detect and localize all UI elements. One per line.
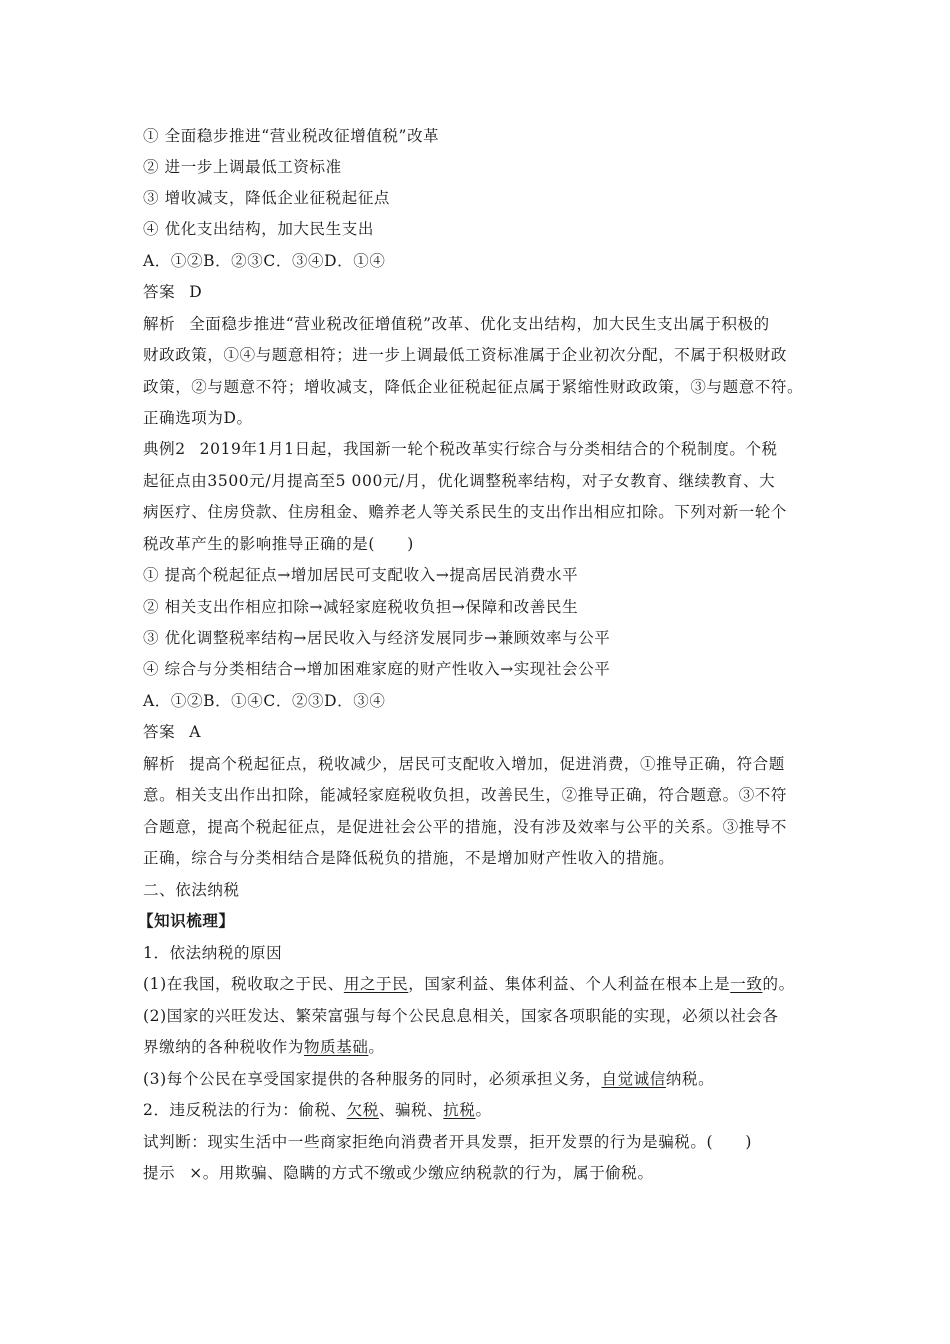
item2-underline-a: 欠税: [346, 1101, 379, 1119]
q2-analysis-text-1: 提高个税起征点，税收减少，居民可支配收入增加，促进消费，①推导正确，符合题: [189, 755, 785, 773]
q2-option-3: ③ 优化调整税率结构→居民收入与经济发展同步→兼顾效率与公平: [143, 629, 611, 647]
hint: [143, 1162, 823, 1184]
reason-1-underline-b: 一致: [730, 975, 763, 993]
q2-stem-line-1: [143, 438, 823, 460]
section-title: 二、依法纳税: [143, 881, 240, 899]
q2-answer-label: 答案: [143, 723, 176, 741]
reason-1-underline-a: 用之于民: [343, 975, 409, 993]
item2-text-c: 。: [475, 1101, 492, 1119]
q2-label: 典例2: [143, 440, 186, 458]
q2-stem-line-4: 税改革产生的影响推导正确的是( ): [143, 535, 414, 553]
q2-option-4: ④ 综合与分类相结合→增加困难家庭的财产性收入→实现社会公平: [143, 660, 611, 678]
reason-paragraph-2-line-1: (2)国家的兴旺发达、繁荣富强与每个公民息息相关，国家各项职能的实现，必须以社会各: [143, 1007, 779, 1025]
q1-analysis-line-3: 政策，②与题意不符；增收减支，降低企业征税起征点属于紧缩性财政政策，③与题意不符。: [143, 378, 804, 396]
q1-analysis-line-4: 正确选项为D。: [143, 409, 253, 427]
q1-analysis-label: 解析: [143, 315, 176, 333]
item2-underline-b: 抗税: [443, 1101, 476, 1119]
item2-text-b: 、骗税、: [378, 1101, 444, 1119]
reason-2-underline-a: 物质基础: [304, 1038, 369, 1056]
knowledge-header: 【知识梳理】: [138, 911, 235, 930]
q2-analysis-line-2: 意。相关支出作出扣除，能减轻家庭税收负担，改善民生，②推导正确，符合题意。③不符: [143, 786, 788, 804]
reason-3-text-b: 纳税。: [665, 1070, 715, 1088]
item1-title: 1．依法纳税的原因: [143, 944, 283, 962]
reason-1-text-b: ，国家利益、集体利益、个人利益在根本上是: [408, 975, 731, 993]
reason-paragraph-3: [143, 1068, 823, 1090]
q1-option-3: ③ 增收减支，降低企业征税起征点: [143, 189, 391, 207]
reason-paragraph-1: [143, 973, 823, 995]
q2-answer: [143, 721, 823, 743]
q1-answer: [143, 281, 823, 303]
q2-stem-line-3: 病医疗、住房贷款、住房租金、赡养老人等关系民生的支出作出相应扣除。下列对新一轮个: [143, 503, 788, 521]
item2-text-a: 2．违反税法的行为：偷税、: [143, 1101, 347, 1119]
hint-label: 提示: [143, 1164, 176, 1182]
reason-3-text-a: (3)每个公民在享受国家提供的各种服务的同时，必须承担义务，: [143, 1070, 602, 1088]
reason-paragraph-2-line-2: [143, 1036, 823, 1058]
q1-option-4: ④ 优化支出结构，加大民生支出: [143, 220, 374, 238]
judge-question: 试判断：现实生活中一些商家拒绝向消费者开具发票，拒开发票的行为是骗税。( ): [143, 1133, 752, 1151]
q2-choices: A．①②B．①④C．②③D．③④: [143, 692, 386, 710]
q2-analysis-line-1: [143, 753, 823, 775]
reason-2-text-a: 界缴纳的各种税收作为: [143, 1038, 305, 1056]
item2-violations: [143, 1099, 823, 1121]
q2-analysis-label: 解析: [143, 755, 176, 773]
q1-answer-label: 答案: [143, 283, 176, 301]
q1-analysis-line-1: [143, 313, 823, 335]
q2-option-2: ② 相关支出作相应扣除→减轻家庭税收负担→保障和改善民生: [143, 598, 579, 616]
reason-3-underline-a: 自觉诚信: [601, 1070, 666, 1088]
reason-1-text-c: 的。: [762, 975, 795, 993]
q2-stem-line-2: 起征点由3500元/月提高至5 000元/月，优化调整税率结构，对子女教育、继续教育、大: [143, 472, 776, 490]
hint-text: ×。用欺骗、隐瞒的方式不缴或少缴应纳税款的行为，属于偷税。: [189, 1164, 654, 1182]
q1-option-2: ② 进一步上调最低工资标准: [143, 158, 342, 176]
q2-answer-value: A: [189, 723, 201, 741]
q2-analysis-line-3: 合题意，提高个税起征点，是促进社会公平的措施，没有涉及效率与公平的关系。③推导不: [143, 818, 788, 836]
q2-stem-text-1: 2019年1月1日起，我国新一轮个税改革实行综合与分类相结合的个税制度。个税: [199, 440, 778, 458]
q2-analysis-line-4: 正确，综合与分类相结合是降低税负的措施，不是增加财产性收入的措施。: [143, 849, 675, 867]
q1-option-1: ① 全面稳步推进“营业税改征增值税”改革: [143, 127, 440, 145]
q1-analysis-text-1: 全面稳步推进“营业税改征增值税”改革、优化支出结构，加大民生支出属于积极的: [189, 315, 770, 333]
q1-answer-value: D: [189, 283, 203, 301]
reason-1-text-a: (1)在我国，税收取之于民、: [143, 975, 344, 993]
q1-choices: A．①②B．②③C．③④D．①④: [143, 252, 386, 270]
q1-analysis-line-2: 财政政策，①④与题意相符；进一步上调最低工资标准属于企业初次分配，不属于积极财政: [143, 346, 788, 364]
reason-2-text-b: 。: [368, 1038, 385, 1056]
q2-option-1: ① 提高个税起征点→增加居民可支配收入→提高居民消费水平: [143, 566, 579, 584]
